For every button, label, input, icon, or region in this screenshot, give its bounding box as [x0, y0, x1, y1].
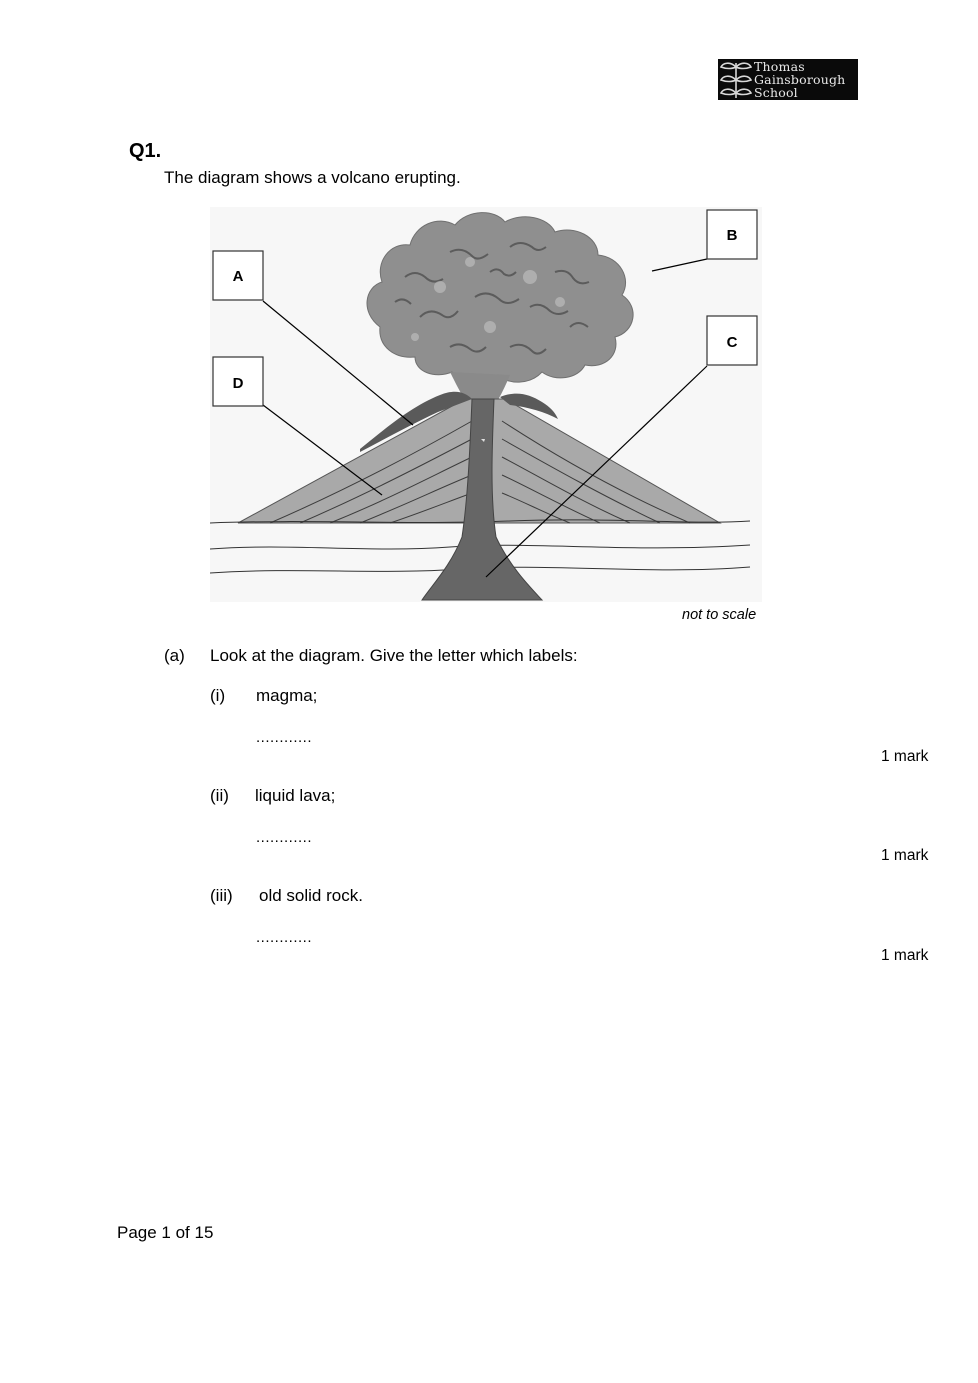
subpart-ii-text: liquid lava;: [255, 786, 336, 805]
subpart-iii-text: old solid rock.: [259, 886, 363, 905]
part-a-text: Look at the diagram. Give the letter which labels:: [210, 646, 578, 665]
subpart-iii-answer-line[interactable]: ............: [256, 929, 313, 946]
label-box-a: [213, 251, 263, 300]
page-number: Page 1 of 15: [117, 1223, 214, 1242]
subpart-i-number: (i): [210, 686, 226, 705]
label-c: C: [726, 334, 738, 351]
logo-line-2: Gainsborough: [754, 72, 846, 87]
label-box-b: [707, 210, 757, 259]
school-logo: [718, 59, 858, 100]
label-box-d: [213, 357, 263, 406]
logo-line-1: Thomas: [754, 59, 805, 74]
subpart-iii-number: (iii): [210, 886, 233, 905]
subpart-ii-mark: 1 mark: [881, 847, 929, 864]
leaf-emblem-icon: [720, 61, 752, 99]
label-b: B: [726, 227, 738, 244]
label-box-c: [707, 316, 757, 365]
label-a: A: [232, 268, 244, 285]
subpart-iii-mark: 1 mark: [881, 947, 929, 964]
subpart-i-text: magma;: [256, 686, 318, 705]
subpart-ii-answer-line[interactable]: ............: [256, 829, 313, 846]
scale-note: not to scale: [682, 607, 757, 623]
part-a-label: (a): [164, 646, 185, 665]
logo-line-3: School: [754, 85, 798, 100]
question-number: Q1.: [129, 140, 162, 162]
volcano-diagram: [210, 207, 762, 602]
label-d: D: [232, 375, 244, 392]
subpart-i-mark: 1 mark: [881, 748, 929, 765]
subpart-i-answer-line[interactable]: ............: [256, 729, 313, 746]
subpart-ii-number: (ii): [210, 786, 229, 805]
logo-text: [754, 60, 845, 99]
question-intro: The diagram shows a volcano erupting.: [164, 168, 461, 187]
